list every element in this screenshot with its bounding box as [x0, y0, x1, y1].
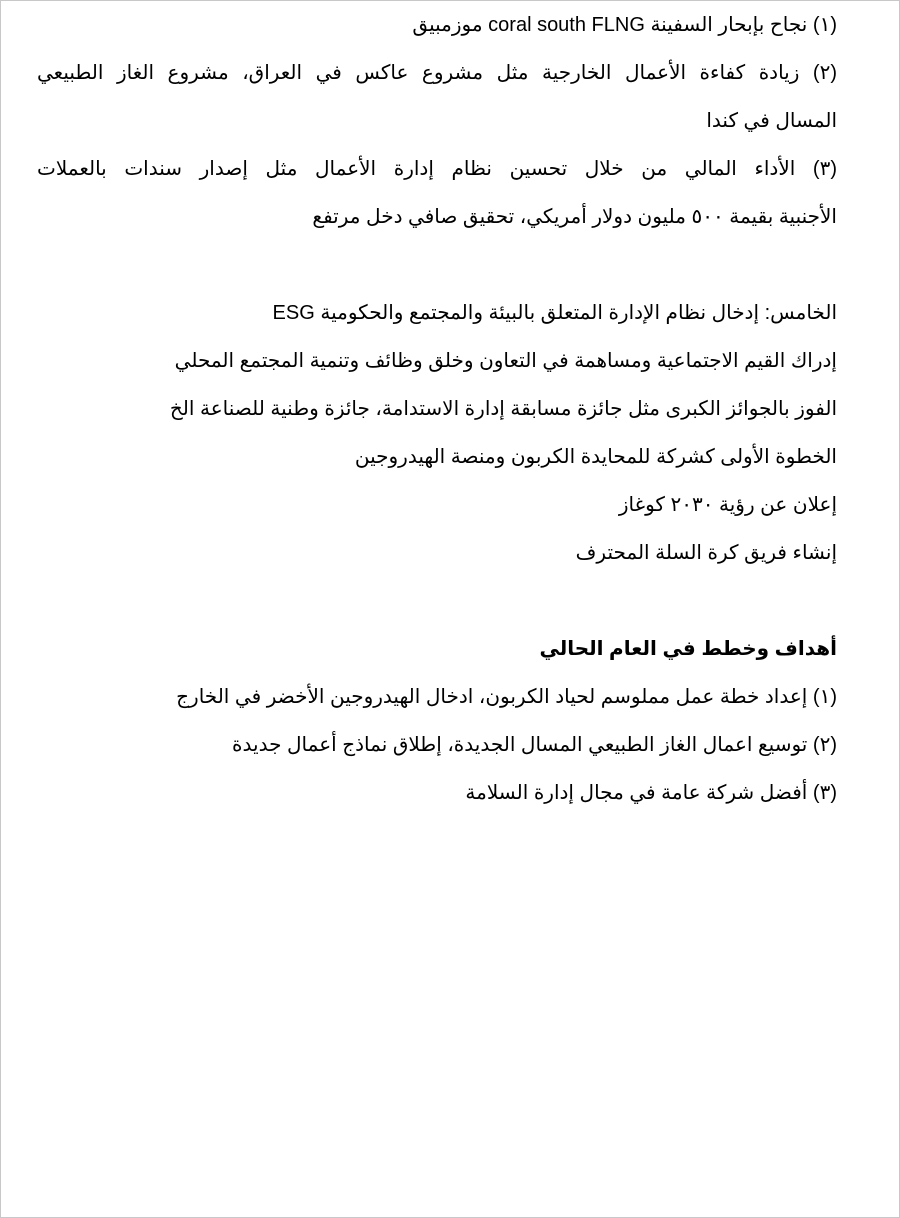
goals-item: (٣) أفضل شركة عامة في مجال إدارة السلامة [465, 782, 837, 804]
achievement-item-3-line-1: (٣) الأداء المالي من خلال تحسين نظام إدارة الأعمال مثل إصدار سندات بالعملات [37, 158, 837, 180]
achievement-item-1-vessel-name: coral south FLNG [488, 14, 645, 36]
fifth-section-item: إنشاء فريق كرة السلة المحترف [575, 542, 837, 564]
fifth-section-item: الفوز بالجوائز الكبرى مثل جائزة مسابقة إدارة الاستدامة، جائزة وطنية للصناعة الخ [169, 398, 837, 420]
achievement-item-1-number: (١) [812, 14, 837, 36]
fifth-section-heading [37, 289, 837, 337]
fifth-section-heading-text: الخامس: إدخال نظام الإدارة المتعلق بالبيئة والمجتمع والحكومية [320, 302, 837, 324]
fifth-section-item: إدراك القيم الاجتماعية ومساهمة في التعاون وخلق وظائف وتنمية المجتمع المحلي [174, 350, 837, 372]
fifth-section-item: إعلان عن رؤية ٢٠٣٠ كوغاز [618, 494, 837, 516]
spacer [37, 577, 837, 625]
goals-heading: أهداف وخطط في العام الحالي [539, 638, 837, 660]
document-body [37, 1, 837, 817]
achievement-item-1 [37, 1, 837, 49]
goals-item: (٢) توسيع اعمال الغاز الطبيعي المسال الجديدة، إطلاق نماذج أعمال جديدة [232, 734, 837, 756]
achievement-item-1-text: نجاح بإبحار السفينة [650, 14, 808, 36]
achievement-item-2-line-2: المسال في كندا [706, 110, 837, 132]
spacer [37, 241, 837, 289]
esg-label: ESG [272, 302, 315, 324]
fifth-section-item: الخطوة الأولى كشركة للمحايدة الكربون ومنصة الهيدروجين [354, 446, 837, 468]
goals-item: (١) إعداد خطة عمل مملوسم لحياد الكربون، ادخال الهيدروجين الأخضر في الخارج [176, 686, 837, 708]
achievement-item-1-location: موزمبيق [412, 14, 483, 36]
achievement-item-3-line-2: الأجنبية بقيمة ٥٠٠ مليون دولار أمريكي، تحقيق صافي دخل مرتفع [312, 206, 837, 228]
achievement-item-2-line-1: (٢) زيادة كفاءة الأعمال الخارجية مثل مشروع عاكس في العراق، مشروع الغاز الطبيعي [37, 62, 837, 84]
